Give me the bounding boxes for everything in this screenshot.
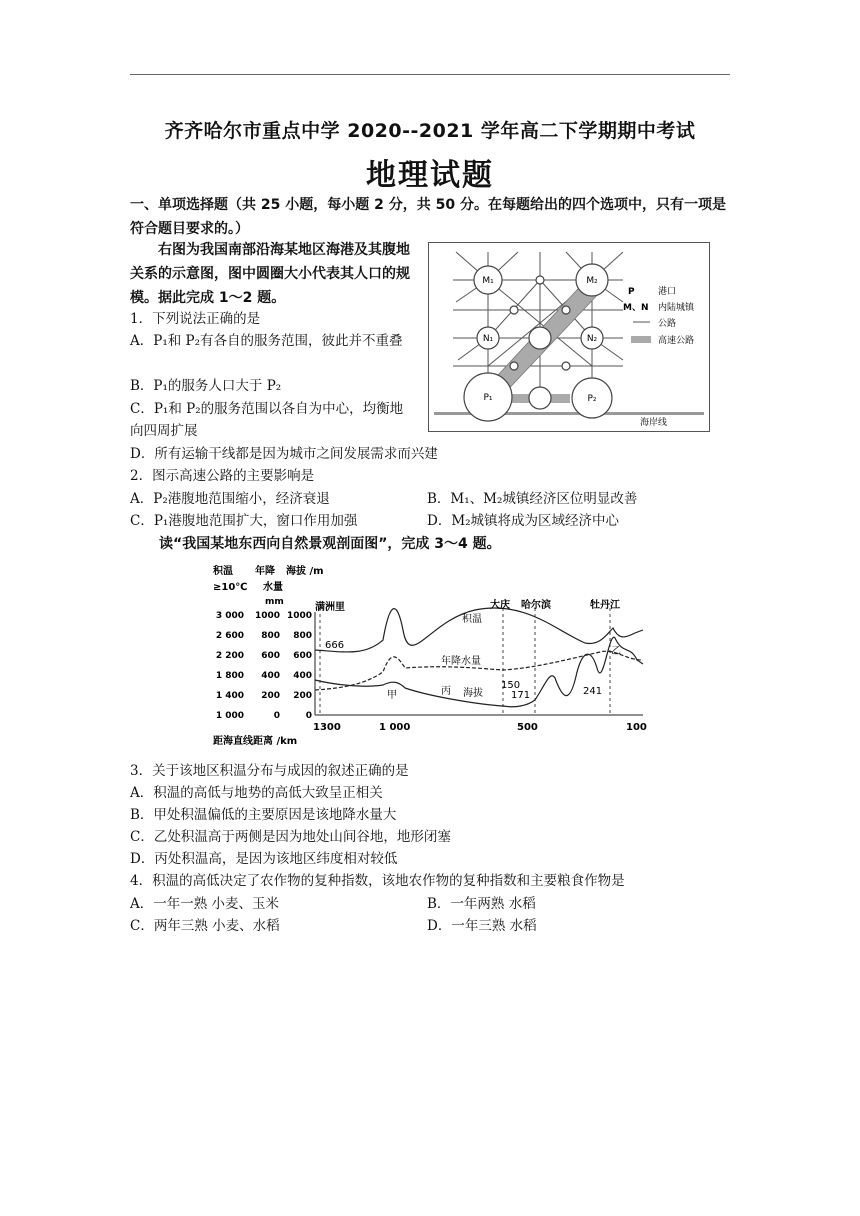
accum-tick: 3 000 [215,611,244,621]
node-small [510,306,518,314]
town-center [529,327,551,349]
x-tick: 1300 [313,722,341,733]
legend-highway-swatch [631,336,651,343]
q4-option-a: A．一年一熟 小麦、玉米 [130,896,280,912]
q2-option-d: D．M₂城镇将成为区域经济中心 [427,513,620,529]
elev-tick: 400 [293,671,312,681]
q1-option-b: B．P₁的服务人口大于 P₂ [130,378,282,394]
axis-header-precip-sub: 水量 [263,582,283,593]
point-yi: 乙 [611,646,621,657]
curve-label-precip: 年降水量 [441,656,481,667]
q1-option-a: A．P₁和 P₂有各自的服务范围，彼此并不重叠 [130,333,403,349]
q4-option-b: B．一年两熟 水稻 [427,896,536,912]
label-m1: M₁ [482,276,494,286]
legend-mn-label: 内陆城镇 [658,303,695,313]
town-coast [529,387,551,409]
q4-stem: 4．积温的高低决定了农作物的复种指数，该地农作物的复种指数和主要粮食作物是 [130,873,625,889]
place-daqing: 大庆 [490,600,510,611]
value-241: 241 [583,686,603,697]
group1-intro: 右图为我国南部沿海某地区海港及其腹地关系的示意图，图中圆圈大小代表其人口的规模。据此完成 1～2 题。 [130,242,410,306]
q1-option-c: C．P₁和 P₂的服务范围以各自为中心，均衡地向四周扩展 [130,401,404,439]
axis-header-elev: 海拔 /m [286,566,324,577]
point-bing: 丙 [441,686,451,697]
q4-option-c: C．两年三熟 小麦、水稻 [130,918,280,934]
elev-tick: 800 [293,631,312,641]
port-hinterland-diagram [428,242,710,432]
q3-option-b: B．甲处积温偏低的主要原因是该地降水量大 [130,807,397,823]
point-jia: 甲 [387,690,397,701]
precip-tick: 800 [261,631,280,641]
x-tick: 100 [626,722,647,733]
q3-option-a: A．积温的高低与地势的高低大致呈正相关 [130,785,383,801]
node-small [510,362,518,370]
node-small [536,276,544,284]
precip-tick: 400 [261,671,280,681]
legend-highway-label: 高速公路 [658,336,695,346]
elev-tick: 1000 [286,611,312,621]
curve-label-accum: 积温 [462,614,482,625]
q3-option-c: C．乙处积温高于两侧是因为地处山间谷地，地形闭塞 [130,829,451,845]
legend-mn-key: M、N [623,303,649,313]
q1-stem: 1．下列说法正确的是 [130,311,261,327]
q3-stem: 3．关于该地区积温分布与成因的叙述正确的是 [130,763,409,779]
q2-stem: 2．图示高速公路的主要影响是 [130,468,315,484]
place-haerbin: 哈尔滨 [521,600,551,611]
value-150: 150 [501,680,521,691]
accum-tick: 2 600 [215,631,244,641]
value-666: 666 [325,640,345,651]
accum-tick: 1 400 [215,691,244,701]
axis-header-accum-sub: ≥10℃ [213,582,248,593]
elev-tick: 0 [305,711,312,721]
legend-road-label: 公路 [658,319,677,329]
curve-label-elev: 海拔 [463,688,483,699]
place-mudanjiang: 牡丹江 [590,600,620,611]
place-manzhouli: 满洲里 [315,602,345,613]
axis-header-precip: 年降 [255,566,275,577]
axis-header-precip-unit: mm [265,597,284,607]
accum-tick: 1 000 [215,711,244,721]
section-heading: 一、单项选择题（共 25 小题，每小题 2 分，共 50 分。在每题给出的四个选项中，只有一项是符合题目要求的。） [130,197,726,237]
legend-p-label: 港口 [658,287,677,297]
elev-tick: 600 [293,651,312,661]
landscape-profile-chart [205,560,660,750]
header-rule [130,74,730,75]
precip-tick: 600 [261,651,280,661]
axis-header-accum: 积温 [213,566,233,577]
group2-intro: 读“我国某地东西向自然景观剖面图”，完成 3～4 题。 [159,536,501,552]
x-tick: 1 000 [379,722,411,733]
coastline-label: 海岸线 [640,418,668,428]
q1-option-d: D．所有运输干线都是因为城市之间发展需求而兴建 [130,446,438,462]
value-171: 171 [511,690,531,701]
exam-title: 齐齐哈尔市重点中学 2020--2021 学年高二下学期期中考试 [164,120,696,142]
accum-tick: 1 800 [215,671,244,681]
q3-option-d: D．丙处积温高，是因为该地区纬度相对较低 [130,851,398,867]
label-p1: P₁ [483,393,493,403]
node-small [562,306,570,314]
label-m2: M₂ [586,276,598,286]
exam-subtitle: 地理试题 [366,158,494,193]
precip-tick: 200 [261,691,280,701]
node-small [562,362,570,370]
precip-tick: 0 [273,711,280,721]
label-p2: P₂ [587,394,597,404]
accum-tick: 2 200 [215,651,244,661]
label-n1: N₁ [482,334,494,344]
q2-option-a: A．P₂港腹地范围缩小，经济衰退 [130,491,330,507]
precip-tick: 1000 [254,611,280,621]
x-axis-label: 距海直线距离 /km [213,736,298,747]
legend-p-key: P [628,287,635,297]
q2-option-c: C．P₁港腹地范围扩大，窗口作用加强 [130,513,358,529]
q2-option-b: B．M₁、M₂城镇经济区位明显改善 [427,491,638,507]
elev-tick: 200 [293,691,312,701]
x-tick: 500 [517,722,538,733]
label-n2: N₂ [586,334,598,344]
q4-option-d: D．一年三熟 水稻 [427,918,537,934]
